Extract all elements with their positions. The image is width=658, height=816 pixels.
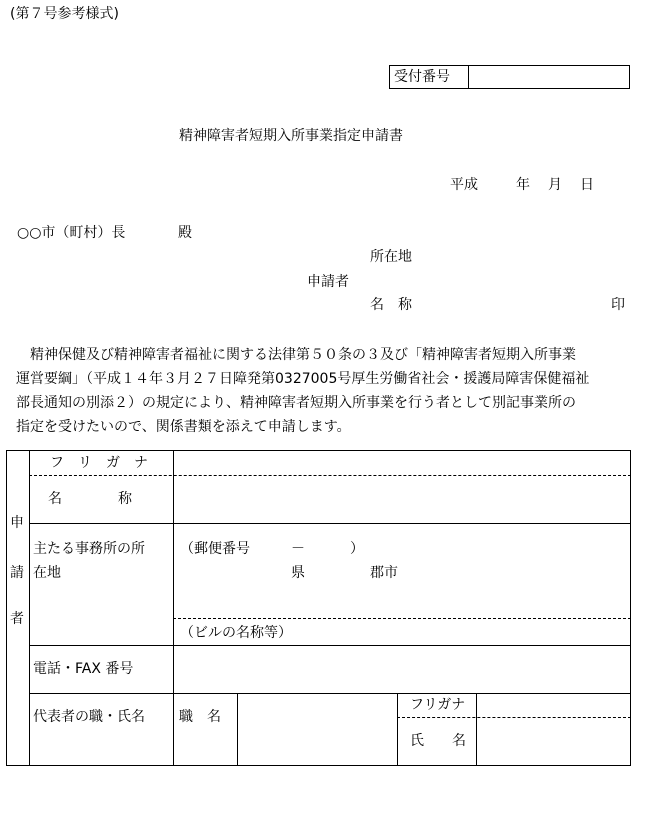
name-label: 名 称 [48, 491, 132, 507]
rep-name-divider-left [397, 693, 398, 766]
statement-line: 指定を受けたいので、関係書類を添えて申請します。 [16, 419, 351, 435]
postal-code-close: ） [350, 541, 364, 557]
phone-fax-input[interactable] [176, 648, 628, 690]
receipt-divider [468, 66, 469, 88]
seal-mark: 印 [611, 297, 625, 313]
statement-line: 部長通知の別添２）の規定により、精神障害者短期入所事業を行う者として別記事業所の [16, 395, 576, 411]
rep-name-divider-right [476, 693, 477, 766]
prefecture-label: 県 [291, 565, 305, 581]
addressee-city: ○○市（町村）長 [17, 225, 126, 241]
row-line-address [29, 645, 631, 646]
rep-furigana-label: フリガナ [410, 697, 466, 713]
side-label-char: 申 [10, 515, 24, 531]
label-column-divider [173, 450, 174, 766]
rep-furigana-input[interactable] [479, 696, 628, 714]
representative-label: 代表者の職・氏名 [33, 709, 145, 725]
application-statement [16, 343, 644, 439]
position-label: 職 名 [179, 709, 221, 725]
office-address-label: 主たる事務所の所 [33, 541, 145, 557]
statement-line: 運営要綱」（平成１４年３月２７日障発第0327005号厚生労働省社会・援護局障害保健福祉 [16, 371, 590, 387]
office-address-label-cont: 在地 [33, 565, 61, 581]
postal-code-dash: － [291, 541, 305, 557]
date-year-label: 年 [516, 177, 530, 193]
addressee-honorific: 殿 [178, 225, 192, 241]
furigana-label: フ リ ガ ナ [50, 455, 148, 471]
date-day-label: 日 [580, 177, 594, 193]
side-column-divider [29, 450, 30, 766]
applicant-address-label: 所在地 [370, 249, 412, 265]
form-title: 精神障害者短期入所事業指定申請書 [179, 128, 403, 144]
row-line-name [29, 523, 631, 524]
position-divider [237, 693, 238, 766]
building-dashed-line [173, 618, 631, 619]
phone-fax-label: 電話・FAX 番号 [33, 661, 134, 677]
row-line-phone [29, 693, 631, 694]
statement-line: 精神保健及び精神障害者福祉に関する法律第５０条の３及び「精神障害者短期入所事業 [16, 347, 576, 363]
side-label-char: 請 [10, 565, 24, 581]
postal-code-open: （郵便番号 [180, 541, 250, 557]
name-input[interactable] [176, 480, 628, 520]
applicant-name-label: 名 称 [370, 297, 412, 313]
form-number-note: (第７号参考様式) [10, 6, 119, 22]
furigana-dashed-line [29, 475, 631, 476]
side-label-char: 者 [10, 611, 24, 627]
building-name-label: （ビルの名称等） [180, 625, 292, 641]
furigana-input[interactable] [176, 454, 628, 472]
rep-name-label: 氏 名 [410, 733, 466, 749]
receipt-number-label: 受付番号 [394, 69, 450, 85]
date-month-label: 月 [548, 177, 562, 193]
rep-name-input[interactable] [479, 720, 628, 764]
county-city-label: 郡市 [370, 565, 398, 581]
applicant-label: 申請者 [307, 274, 349, 290]
date-era: 平成 [450, 177, 478, 193]
position-input[interactable] [240, 696, 394, 764]
rep-furigana-dashed-line [397, 717, 631, 718]
receipt-number-box [389, 65, 630, 89]
